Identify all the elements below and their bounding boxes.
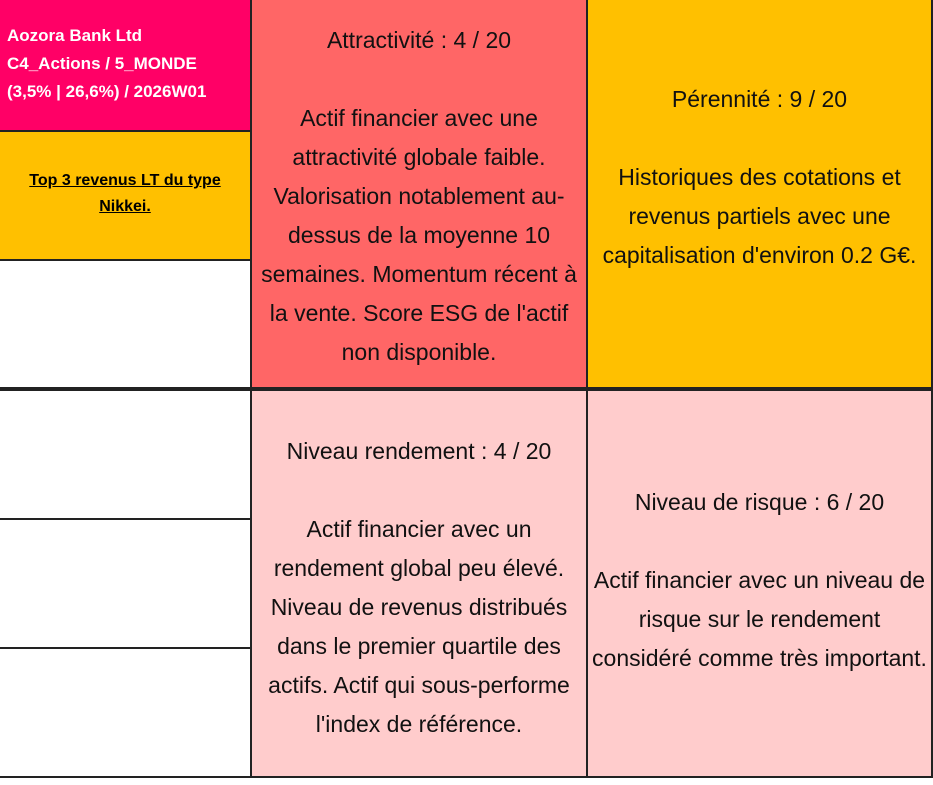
empty-cell: [0, 261, 252, 389]
risque-title: Niveau de risque : 6 / 20: [634, 489, 885, 515]
rendement-title: Niveau rendement : 4 / 20: [286, 437, 552, 464]
risque-panel: [588, 391, 933, 778]
company-name: Aozora Bank Ltd: [7, 26, 143, 45]
asset-type-cell: [0, 132, 252, 261]
asset-stats: (3,5% | 26,6%) / 2026W01: [7, 82, 207, 101]
perennite-panel: [588, 0, 933, 389]
risque-text: Actif financier avec un niveau de risque sur le rendement considéré comme très important.: [592, 567, 927, 671]
empty-cell: [0, 520, 252, 649]
perennite-title: Pérennité : 9 / 20: [671, 86, 848, 112]
perennite-text: Historiques des cotations et revenus partiels avec une capitalisation d'environ 0.2 G€.: [602, 164, 917, 268]
empty-cell: [0, 391, 252, 520]
attractivite-title: Attractivité : 4 / 20: [326, 27, 512, 53]
asset-category: C4_Actions / 5_MONDE: [7, 54, 197, 73]
rendement-text: Actif financier avec un rendement global peu élevé. Niveau de revenus distribués dans le premier quartile des actifs. Actif qui sous-performe l'index de référence.: [268, 515, 570, 737]
asset-type-label: Top 3 revenus LT du type Nikkei.: [29, 172, 221, 215]
attractivite-text: Actif financier avec une attractivité globale faible. Valorisation notablement au-dessus de la moyenne 10 semaines. Momentum récent à la vente. Score ESG de l'actif non disponible.: [261, 105, 577, 365]
asset-header: [0, 0, 252, 132]
attractivite-panel: [252, 0, 588, 389]
rendement-panel: [252, 391, 588, 778]
empty-cell: [0, 649, 252, 778]
